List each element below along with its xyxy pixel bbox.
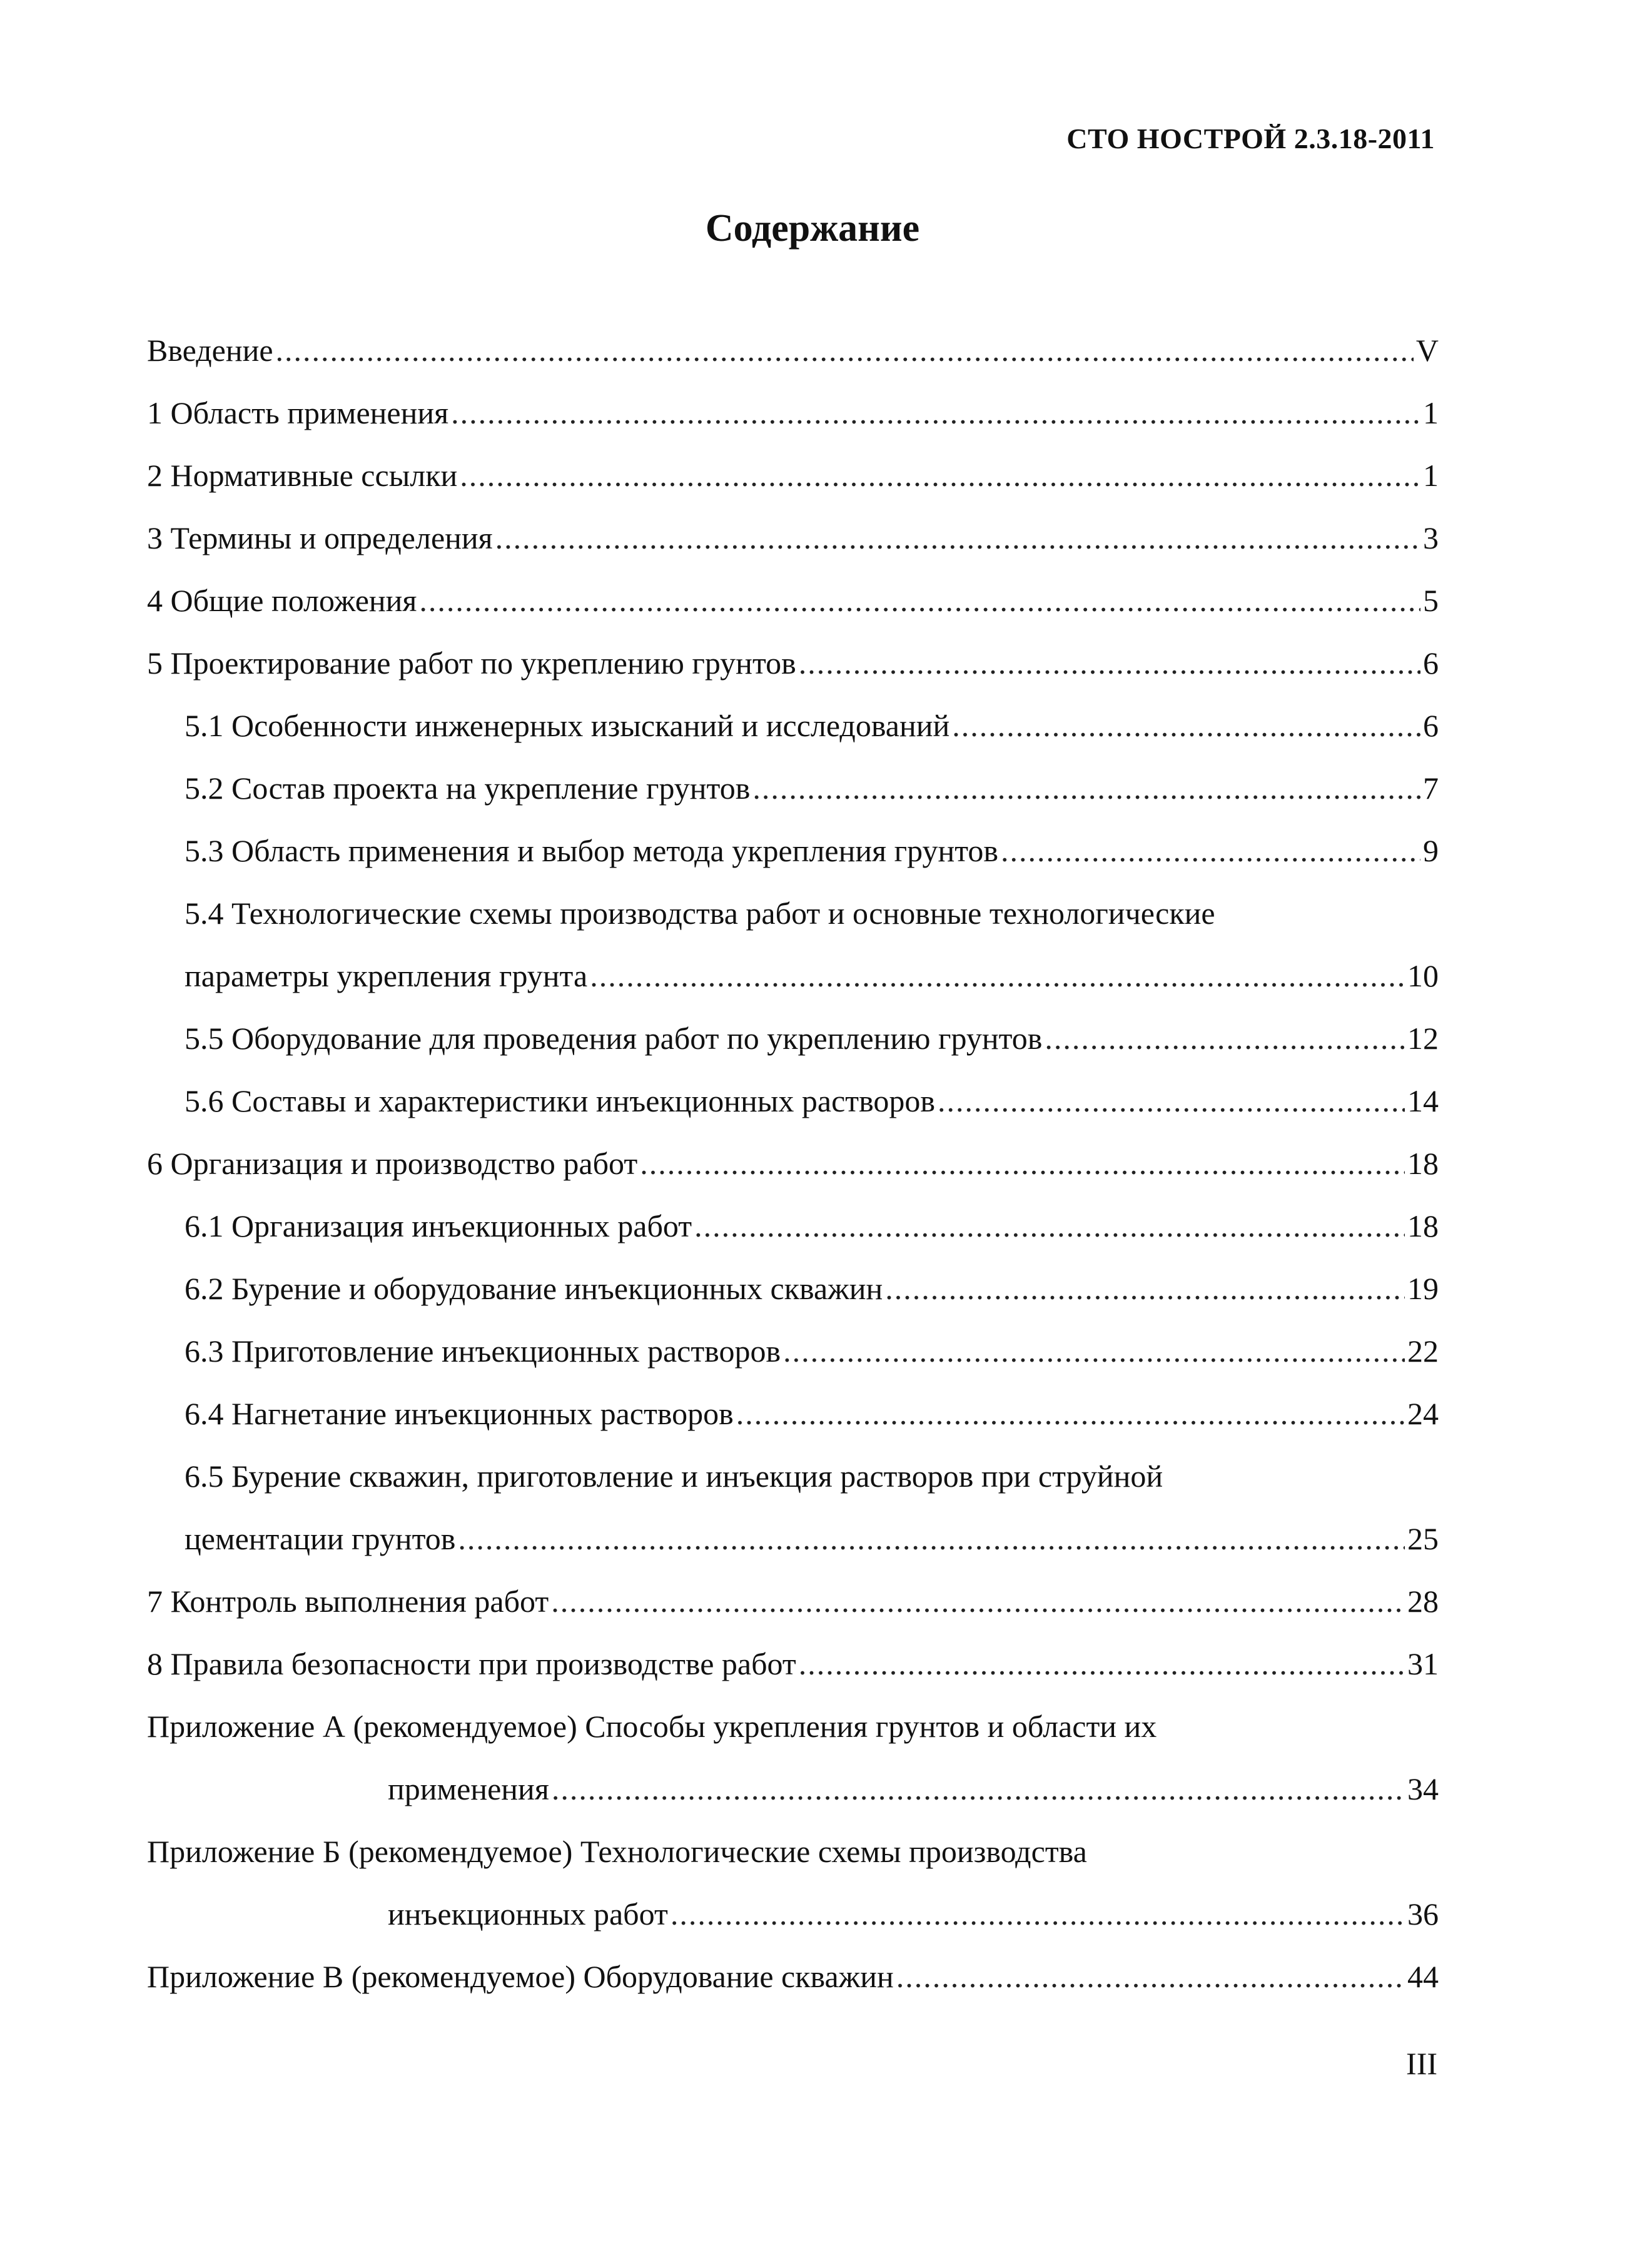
toc-entry-title: 4 Общие положения <box>147 583 417 618</box>
toc-leader-dots <box>460 444 1420 507</box>
toc-leader-dots <box>419 569 1420 632</box>
toc-entry-title: 6.5 Бурение скважин, приготовление и инъекция растворов при струйной <box>185 1459 1163 1494</box>
toc-entry <box>147 1257 1439 1320</box>
toc-entry-page: 1 <box>1423 458 1439 493</box>
toc-leader-dots <box>590 944 1405 1007</box>
toc-entry <box>147 1195 1439 1257</box>
toc-entry-page: 1 <box>1423 395 1439 430</box>
toc-leader-dots <box>799 632 1420 694</box>
document-code: СТО НОСТРОЙ 2.3.18-2011 <box>1066 123 1435 154</box>
toc-entry <box>147 1070 1439 1132</box>
toc-leader-dots <box>1001 819 1420 882</box>
toc-entry-page: 31 <box>1407 1646 1439 1681</box>
toc-entry <box>147 1883 1439 1945</box>
toc-entry-title: инъекционных работ <box>388 1896 668 1931</box>
toc-leader-dots <box>952 694 1420 757</box>
toc-leader-dots <box>752 757 1420 819</box>
toc-entry-page: 6 <box>1423 645 1439 681</box>
toc-entry <box>147 694 1439 757</box>
toc-entry-title: Приложение Б (рекомендуемое) Технологические схемы производства <box>147 1834 1087 1869</box>
toc-entry-title: 6.1 Организация инъекционных работ <box>185 1208 692 1243</box>
toc-leader-dots <box>938 1070 1405 1132</box>
toc-entry <box>147 382 1439 444</box>
toc-leader-dots <box>694 1195 1405 1257</box>
toc-entry-title: 3 Термины и определения <box>147 520 493 555</box>
toc-entry-page: 6 <box>1423 708 1439 743</box>
toc-entry-title: 1 Область применения <box>147 395 449 430</box>
toc-entry <box>147 819 1439 882</box>
toc-leader-dots <box>495 507 1420 569</box>
toc-entry-title: 6 Организация и производство работ <box>147 1146 638 1181</box>
toc-entry <box>147 569 1439 632</box>
toc-entry-title: 6.3 Приготовление инъекционных растворов <box>185 1334 781 1369</box>
toc-leader-dots <box>885 1257 1405 1320</box>
table-of-contents <box>147 319 1439 2008</box>
toc-leader-dots <box>896 1945 1405 2008</box>
toc-entry <box>147 1758 1439 1820</box>
toc-entry-title: 5.6 Составы и характеристики инъекционных растворов <box>185 1083 935 1118</box>
toc-entry-title: применения <box>388 1771 549 1806</box>
toc-entry-page: 10 <box>1407 958 1439 993</box>
toc-entry <box>147 507 1439 569</box>
toc-leader-dots <box>458 1507 1405 1570</box>
toc-entry-page: 28 <box>1407 1584 1439 1619</box>
toc-leader-dots <box>736 1382 1405 1445</box>
toc-leader-dots <box>640 1132 1405 1195</box>
toc-entry-title: 6.2 Бурение и оборудование инъекционных скважин <box>185 1271 883 1306</box>
toc-entry <box>147 882 1439 944</box>
toc-entry-page: 12 <box>1407 1021 1439 1056</box>
toc-entry-page: 3 <box>1423 520 1439 555</box>
toc-entry-page: 44 <box>1407 1959 1439 1994</box>
toc-entry <box>147 1382 1439 1445</box>
page-number: III <box>1406 2046 1437 2081</box>
toc-entry-page: 5 <box>1423 583 1439 618</box>
toc-entry-title: параметры укрепления грунта <box>185 958 588 993</box>
page-title: Содержание <box>705 207 920 250</box>
toc-entry-title: 5 Проектирование работ по укреплению грунтов <box>147 645 796 681</box>
toc-leader-dots <box>1045 1007 1405 1070</box>
toc-entry-page: 19 <box>1407 1271 1439 1306</box>
toc-entry <box>147 319 1439 382</box>
toc-entry <box>147 1507 1439 1570</box>
toc-entry <box>147 1007 1439 1070</box>
toc-entry-page: V <box>1415 333 1439 368</box>
toc-entry <box>147 757 1439 819</box>
toc-entry-page: 9 <box>1423 833 1439 868</box>
toc-entry-title: Введение <box>147 333 273 368</box>
toc-entry <box>147 444 1439 507</box>
toc-entry <box>147 1820 1439 1883</box>
toc-entry-page: 18 <box>1407 1208 1439 1243</box>
toc-entry <box>147 632 1439 694</box>
toc-entry <box>147 944 1439 1007</box>
toc-entry <box>147 1132 1439 1195</box>
toc-entry-page: 36 <box>1407 1896 1439 1931</box>
toc-leader-dots <box>276 319 1414 382</box>
toc-leader-dots <box>783 1320 1405 1382</box>
toc-entry-page: 7 <box>1423 771 1439 806</box>
toc-leader-dots <box>551 1570 1405 1633</box>
toc-entry-page: 18 <box>1407 1146 1439 1181</box>
toc-entry <box>147 1695 1439 1758</box>
toc-entry-title: Приложение А (рекомендуемое) Способы укрепления грунтов и области их <box>147 1709 1157 1744</box>
toc-entry-title: 5.4 Технологические схемы производства работ и основные технологические <box>185 896 1215 931</box>
toc-entry-title: 5.1 Особенности инженерных изысканий и исследований <box>185 708 950 743</box>
toc-entry-page: 14 <box>1407 1083 1439 1118</box>
toc-entry-title: Приложение В (рекомендуемое) Оборудование скважин <box>147 1959 894 1994</box>
toc-entry-page: 22 <box>1407 1334 1439 1369</box>
toc-entry-page: 24 <box>1407 1396 1439 1431</box>
toc-entry-title: 8 Правила безопасности при производстве работ <box>147 1646 796 1681</box>
toc-leader-dots <box>552 1758 1405 1820</box>
toc-entry <box>147 1945 1439 2008</box>
toc-leader-dots <box>799 1633 1405 1695</box>
toc-entry <box>147 1445 1439 1507</box>
toc-entry-title: 2 Нормативные ссылки <box>147 458 458 493</box>
toc-entry <box>147 1570 1439 1633</box>
toc-entry-title: 5.2 Состав проекта на укрепление грунтов <box>185 771 751 806</box>
toc-leader-dots <box>451 382 1420 444</box>
toc-entry-title: 6.4 Нагнетание инъекционных растворов <box>185 1396 734 1431</box>
toc-entry-title: 5.5 Оборудование для проведения работ по укреплению грунтов <box>185 1021 1043 1056</box>
toc-entry <box>147 1320 1439 1382</box>
toc-leader-dots <box>671 1883 1405 1945</box>
toc-entry <box>147 1633 1439 1695</box>
toc-entry-page: 34 <box>1407 1771 1439 1806</box>
toc-entry-title: 5.3 Область применения и выбор метода укрепления грунтов <box>185 833 999 868</box>
toc-entry-title: цементации грунтов <box>185 1521 456 1556</box>
toc-entry-title: 7 Контроль выполнения работ <box>147 1584 549 1619</box>
toc-entry-page: 25 <box>1407 1521 1439 1556</box>
